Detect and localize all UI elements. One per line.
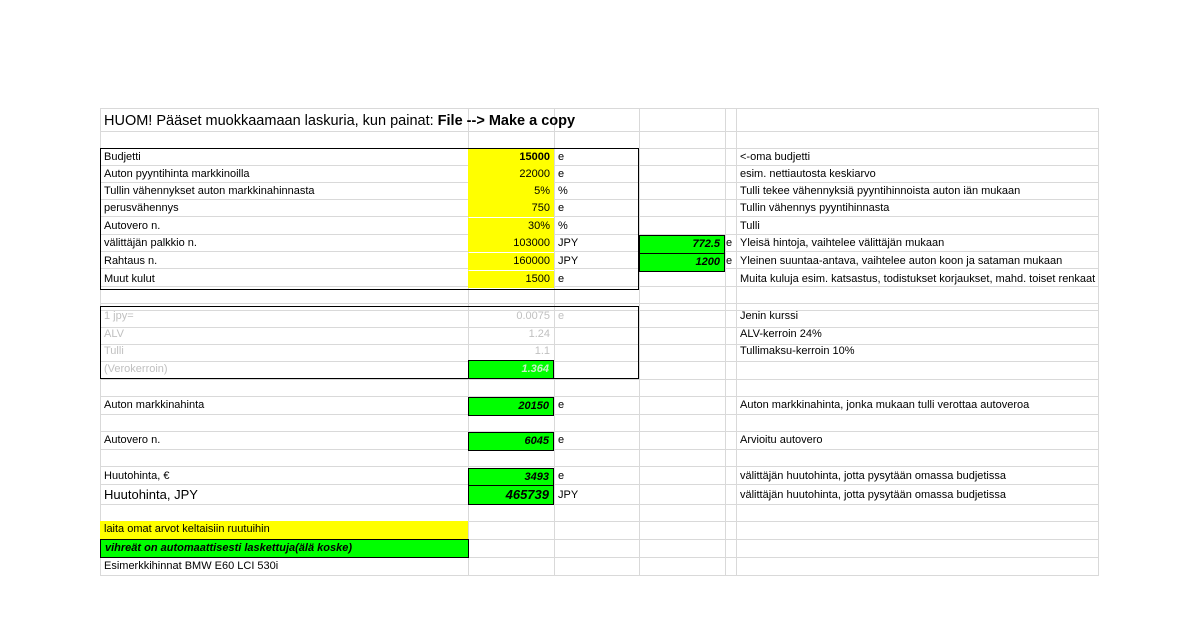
unit-pyyntihinta: e xyxy=(558,168,565,180)
label-jpy-rate: 1 jpy= xyxy=(104,310,134,322)
label-muut-kulut: Muut kulut xyxy=(104,273,155,285)
note-valittajan-palkkio: Yleisä hintoja, vaihtelee välittäjän mukaan xyxy=(740,237,945,249)
note-huutohinta-jpy: välittäjän huutohinta, jotta pysytään omassa budjetissa xyxy=(740,489,1006,501)
unit-muut-kulut: e xyxy=(558,273,565,285)
unit-jpy-rate: e xyxy=(558,310,565,322)
input-rahtaus[interactable]: 160000 xyxy=(468,253,554,270)
unit-autovero-pct: % xyxy=(558,220,568,232)
unit-budjetti: e xyxy=(558,151,565,163)
input-perusvahennys[interactable]: 750 xyxy=(468,200,554,217)
label-pyyntihinta: Auton pyyntihinta markkinoilla xyxy=(104,168,250,180)
conv-unit-rahtaus: e xyxy=(726,255,733,267)
label-autovero: Autovero n. xyxy=(104,434,161,446)
note-autovero: Arvioitu autovero xyxy=(740,434,823,446)
label-valittajan-palkkio: välittäjän palkkio n. xyxy=(104,237,197,249)
page-title xyxy=(100,111,579,131)
note-muut-kulut: Muita kuluja esim. katsastus, todistukset korjaukset, mahd. toiset renkaat xyxy=(740,273,1096,285)
input-muut-kulut[interactable]: 1500 xyxy=(468,271,554,288)
unit-autovero: e xyxy=(558,434,565,446)
input-valittajan-palkkio[interactable]: 103000 xyxy=(468,235,554,252)
title-make-copy: File --> Make a copy xyxy=(437,113,576,129)
unit-markkinahinta: e xyxy=(558,399,565,411)
input-budjetti[interactable]: 15000 xyxy=(468,149,554,166)
note-tulli: Tullimaksu-kerroin 10% xyxy=(740,345,855,357)
label-markkinahinta: Auton markkinahinta xyxy=(104,399,205,411)
legend-yellow: laita omat arvot keltaisiin ruutuihin xyxy=(100,521,468,539)
converted-rahtaus: 1200 xyxy=(639,253,725,272)
label-perusvahennys: perusvähennys xyxy=(104,202,179,214)
note-autovero-pct: Tulli xyxy=(740,220,760,232)
result-huutohinta-eur: 3493 xyxy=(468,468,554,487)
input-pyyntihinta[interactable]: 22000 xyxy=(468,166,554,183)
unit-tullin-vahennykset: % xyxy=(558,185,568,197)
input-autovero-pct[interactable]: 30% xyxy=(468,218,554,235)
value-alv: 1.24 xyxy=(528,328,550,340)
note-budjetti: <-oma budjetti xyxy=(740,151,811,163)
value-jpy-rate: 0.0075 xyxy=(516,310,550,322)
result-huutohinta-jpy: 465739 xyxy=(468,485,554,505)
label-huutohinta-jpy: Huutohinta, JPY xyxy=(104,487,198,502)
note-rahtaus: Yleinen suuntaa-antava, vaihtelee auton koon ja sataman mukaan xyxy=(740,255,1063,267)
result-markkinahinta: 20150 xyxy=(468,397,554,416)
note-pyyntihinta: esim. nettiautosta keskiarvo xyxy=(740,168,876,180)
label-tullin-vahennykset: Tullin vähennykset auton markkinahinnasta xyxy=(104,185,315,197)
label-rahtaus: Rahtaus n. xyxy=(104,255,158,267)
unit-huutohinta-jpy: JPY xyxy=(558,489,579,501)
unit-valittajan-palkkio: JPY xyxy=(558,237,579,249)
note-jpy-rate: Jenin kurssi xyxy=(740,310,799,322)
note-huutohinta-eur: välittäjän huutohinta, jotta pysytään omassa budjetissa xyxy=(740,470,1006,482)
conv-unit-valittajan-palkkio: e xyxy=(726,237,733,249)
unit-huutohinta-eur: e xyxy=(558,470,565,482)
title-prefix: HUOM! Pääset muokkaamaan laskuria, kun painat: xyxy=(104,113,438,129)
note-tullin-vahennykset: Tulli tekee vähennyksiä pyyntihinnoista auton iän mukaan xyxy=(740,185,1021,197)
value-verokerroin: 1.364 xyxy=(468,360,554,379)
note-perusvahennys: Tullin vähennys pyyntihinnasta xyxy=(740,202,890,214)
converted-valittajan-palkkio: 772.5 xyxy=(639,235,725,254)
label-budjetti: Budjetti xyxy=(104,151,141,163)
input-tullin-vahennykset[interactable]: 5% xyxy=(468,183,554,200)
label-tulli: Tulli xyxy=(104,345,124,357)
label-huutohinta-eur: Huutohinta, € xyxy=(104,470,170,482)
label-alv: ALV xyxy=(104,328,124,340)
unit-rahtaus: JPY xyxy=(558,255,579,267)
value-tulli: 1.1 xyxy=(534,345,550,357)
legend-example: Esimerkkihinnat BMW E60 LCI 530i xyxy=(104,560,279,572)
note-markkinahinta: Auton markkinahinta, jonka mukaan tulli verottaa autoveroa xyxy=(740,399,1030,411)
label-verokerroin: (Verokerroin) xyxy=(104,363,168,375)
unit-perusvahennys: e xyxy=(558,202,565,214)
result-autovero: 6045 xyxy=(468,432,554,451)
note-alv: ALV-kerroin 24% xyxy=(740,328,822,340)
legend-green: vihreät on automaattisesti laskettuja(älä koske) xyxy=(100,539,469,558)
label-autovero-pct: Autovero n. xyxy=(104,220,161,232)
